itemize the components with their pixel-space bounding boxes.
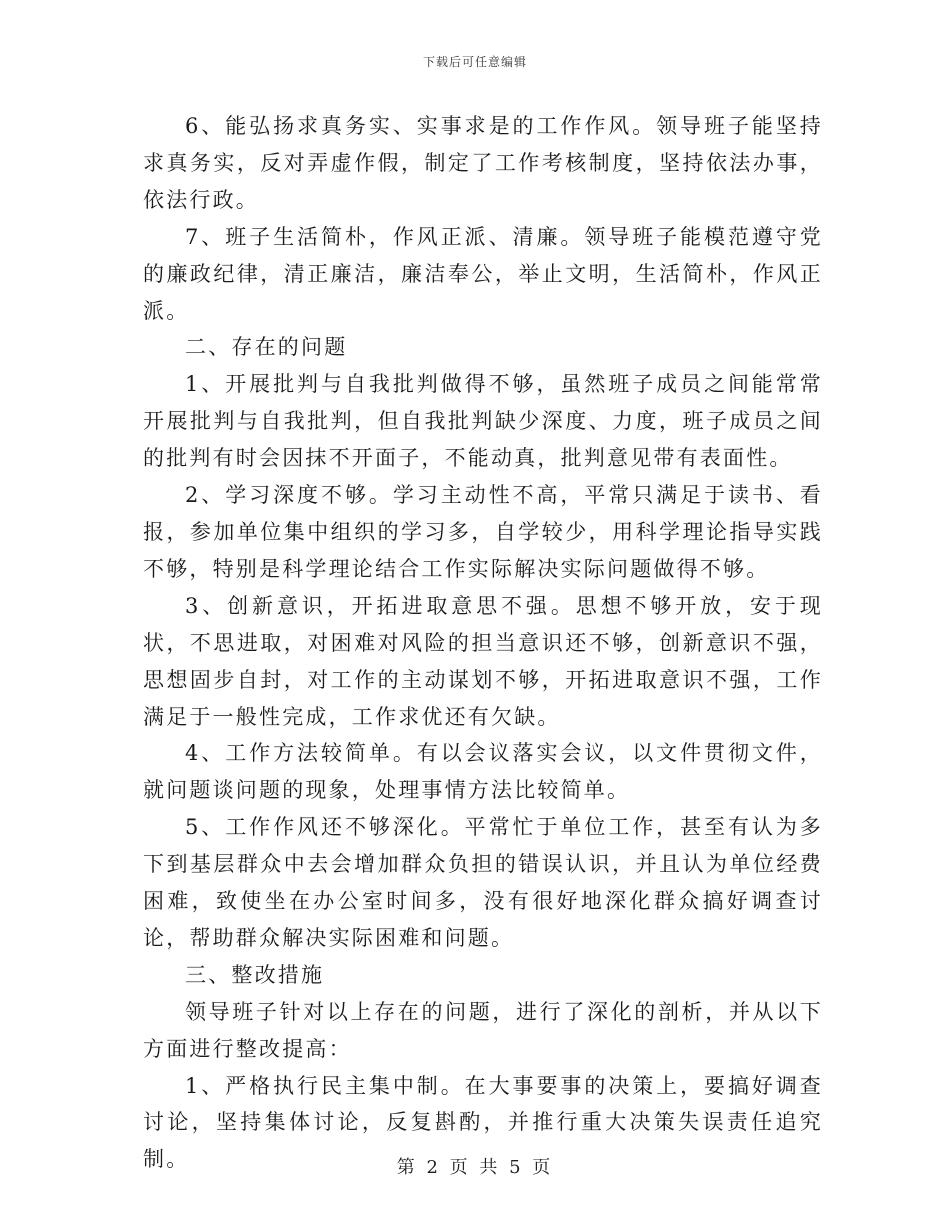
paragraph-problem-5: 5、工作作风还不够深化。平常忙于单位工作，甚至有认为多下到基层群众中去会增加群众负担的错误认识，并且认为单位经费困难，致使坐在办公室时间多，没有很好地深化群众搞好调查讨论，帮助群众解决实际困难和问题。 [143, 815, 823, 950]
page-number-footer: 第 2 页 共 5 页 [396, 1157, 554, 1178]
paragraph-measure-1: 1、严格执行民主集中制。在大事要事的决策上，要搞好调查讨论，坚持集体讨论，反复斟酌，并推行重大决策失误责任追究制。 [143, 1073, 823, 1172]
paragraph-problem-4: 4、工作方法较简单。有以会议落实会议，以文件贯彻文件，就问题谈问题的现象，处理事情方法比较简单。 [143, 741, 823, 803]
paragraph-item-7: 7、班子生活简朴，作风正派、清廉。领导班子能模范遵守党的廉政纪律，清正廉洁，廉洁奉公，举止文明，生活简朴，作风正派。 [143, 224, 823, 323]
paragraph-problem-2: 2、学习深度不够。学习主动性不高，平常只满足于读书、看报，参加单位集中组织的学习多，自学较少，用科学理论指导实践不够，特别是科学理论结合工作实际解决实际问题做得不够。 [143, 483, 823, 581]
section-heading-measures: 三、整改措施 [185, 962, 325, 987]
header-note: 下载后可任意编辑 [422, 55, 527, 69]
document-body [143, 108, 823, 1178]
paragraph-measures-intro: 领导班子针对以上存在的问题，进行了深化的剖析，并从以下方面进行整改提高： [143, 999, 823, 1061]
paragraph-problem-3: 3、创新意识，开拓进取意思不强。思想不够开放，安于现状，不思进取，对困难对风险的担当意识还不够，创新意识不强，思想固步自封，对工作的主动谋划不够，开拓进取意识不强，工作满足于一般性完成，工作求优还有欠缺。 [143, 593, 823, 729]
paragraph-problem-1: 1、开展批判与自我批判做得不够，虽然班子成员之间能常常开展批判与自我批判，但自我批判缺少深度、力度，班子成员之间的批判有时会因抹不开面子，不能动真，批判意见带有表面性。 [143, 372, 823, 471]
paragraph-item-6: 6、能弘扬求真务实、实事求是的工作作风。领导班子能坚持求真务实，反对弄虚作假，制定了工作考核制度，坚持依法办事，依法行政。 [143, 114, 823, 212]
section-heading-problems: 二、存在的问题 [185, 335, 348, 360]
